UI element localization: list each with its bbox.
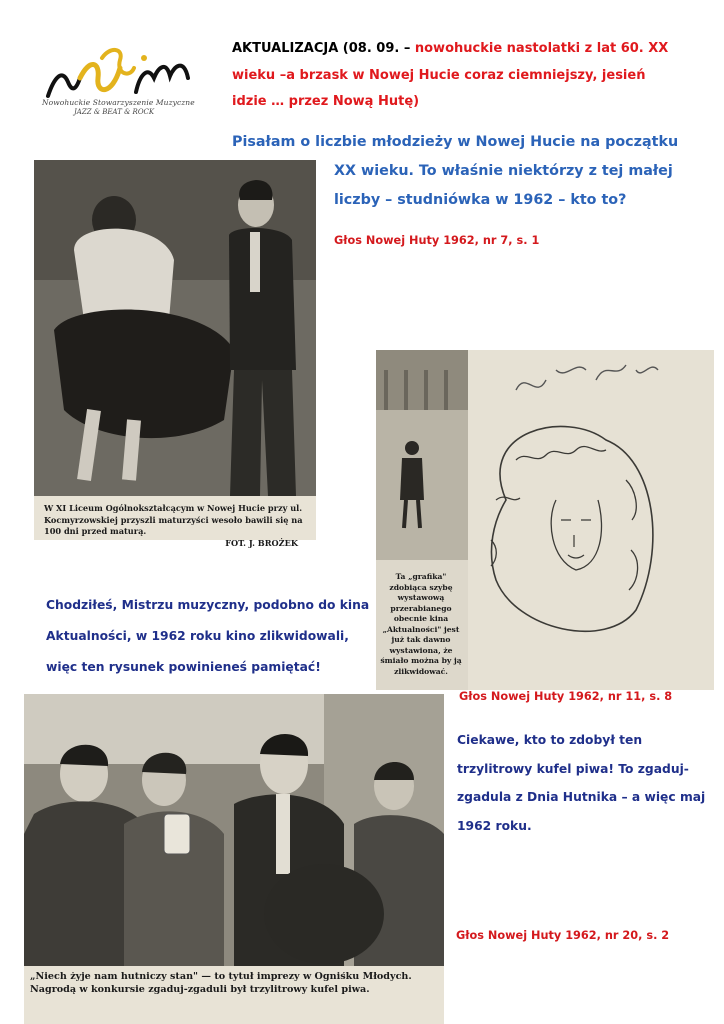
title-topic: nowohuckie nastolatki z lat 60. XX wieku –a brzask w Nowej Hucie coraz ciemniejszy, jesień idzie … przez Nową Hutę) (232, 41, 669, 109)
prom-photo-caption (44, 503, 308, 549)
logo-subtitle-genres: JAZZ & BEAT & ROCK (74, 108, 155, 116)
source-citation: Głos Nowej Huty 1962, nr 11, s. 8 (459, 690, 673, 703)
contest-photo-caption: „Niech żyje nam hutniczy stan" — to tytuł imprezy w Ogniśku Młodych. Nagrodą w konkursie zgaduj-zgaduli był trzylitrowy kufel piwa. (30, 971, 412, 995)
cinema-comment: Chodziłeś, Mistrzu muzyczny, podobno do kina Aktualności, w 1962 roku kino zlikwidowali, więc ten rysunek powinieneś pamiętać! (46, 598, 370, 674)
photo-credit: FOT. J. BROŻEK (225, 537, 298, 548)
beer-contest-photo (24, 694, 444, 966)
logo-subtitle: Nowohuckie Stowarzyszenie Muzyczne (42, 98, 195, 107)
source-citation: Głos Nowej Huty 1962, nr 20, s. 2 (456, 929, 670, 942)
prom-dance-photo (34, 160, 316, 496)
newspaper-clipping-contest (24, 694, 444, 1024)
newspaper-clipping-prom (34, 160, 316, 548)
contest-comment: Ciekawe, kto to zdobył ten trzylitrowy kufel piwa! To zgaduj-zgadula z Dnia Hutnika – a więc maj 1962 roku. (457, 733, 706, 833)
cinema-photo-caption: Ta „grafika" zdobiąca szybę wystawową przerabianego obecnie kina „Aktualności" jest już tak dawno wystawiona, że śmiało można by ją zlikwidować. (380, 572, 462, 676)
prom-caption-text: W XI Liceum Ogólnokształcącym w Nowej Hucie przy ul. Kocmyrzowskiej przyszli maturzyści wesoło bawili się na 100 dni przed maturą. (44, 503, 303, 536)
intro-line-2: XX wieku. To właśnie niektórzy z tej małej liczby – studniówka w 1962 – kto to? (334, 163, 673, 208)
title-update-label: AKTUALIZACJA (08. 09. – (232, 41, 415, 56)
source-citation: Głos Nowej Huty 1962, nr 7, s. 1 (334, 234, 540, 247)
intro-line-1: Pisałam o liczbie młodzieży w Nowej Hucie na początku (232, 134, 679, 150)
newspaper-clipping-cinema (376, 350, 714, 690)
page-title (232, 36, 672, 116)
